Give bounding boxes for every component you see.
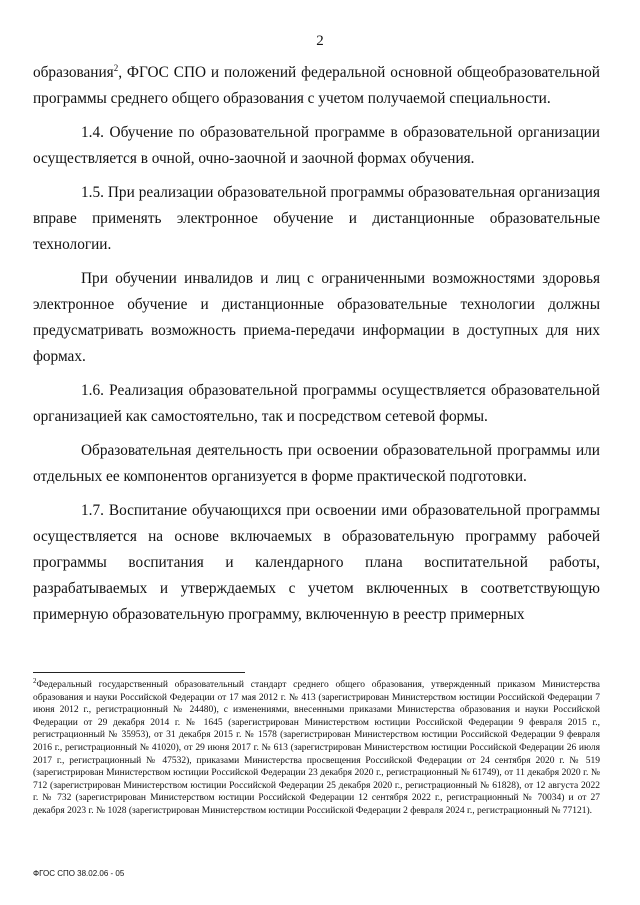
paragraph-1-6: 1.6. Реализация образовательной программы осуществляется образовательной организацией как самостоятельно, так и посредством сетевой формы.: [33, 382, 600, 425]
footnote-reference[interactable]: 2: [113, 62, 119, 73]
footnote-mark: 2: [33, 676, 37, 685]
footnote-separator: [33, 672, 245, 673]
page-footer: ФГОС СПО 38.02.06 - 05: [33, 869, 125, 878]
paragraph-text: , ФГОС СПО и положений федеральной основной общеобразовательной программы среднего общего образования с учетом получаемой специальности.: [33, 64, 600, 107]
paragraph-text: образования: [33, 64, 114, 81]
paragraph-1-7: 1.7. Воспитание обучающихся при освоении ими образовательной программы осуществляется на основе включаемых в образовательную программу рабочей программы воспитания и календарного плана воспитательной работы, разрабатываемых и утверждаемых с учетом включенных в соответствующую примерную образовательную программу, включенную в реестр примерных: [33, 502, 600, 623]
paragraph-1-4: 1.4. Обучение по образовательной программе в образовательной организации осуществляется в очной, очно-заочной и заочной формах обучения.: [33, 124, 600, 167]
footnote-text: Федеральный государственный образовательный стандарт среднего общего образования, утвержденный приказом Министерства образования и науки Российской Федерации от 17 мая 2012 г. № 413 (зарегистрирован Министерством юстиции Российской Федерации 7 июня 2012 г., регистрационный № 24480), с изменениями, внесенными приказами Министерства образования и науки Российской Федерации от 29 декабря 2014 г. № 1645 (зарегистрирован Министерством юстиции Российской Федерации 9 февраля 2015 г., регистрационный № 35953), от 31 декабря 2015 г. № 1578 (зарегистрирован Министерством юстиции Российской Федерации 9 февраля 2016 г., регистрационный № 41020), от 29 июня 2017 г. № 613 (зарегистрирован Министерством юстиции Российской Федерации 26 июля 2017 г., регистрационный № 47532), приказами Министерства просвещения Российской Федерации от 24 сентября 2020 г. № 519 (зарегистрирован Министерством юстиции Российской Федерации 23 декабря 2020 г., регистрационный № 61749), от 11 декабря 2020 г. № 712 (зарегистрирован Министерством юстиции Российской Федерации 25 декабря 2020 г., регистрационный № 61828), от 12 августа 2022 г. № 732 (зарегистрирован Министерством юстиции Российской Федерации 12 сентября 2022 г., регистрационный № 70034) и от 27 декабря 2023 г. № 1028 (зарегистрирован Министерством юстиции Российской Федерации 2 февраля 2024 г., регистрационный № 77121).: [33, 680, 600, 816]
paragraph-continuation: [33, 60, 600, 112]
page-number: 2: [316, 33, 324, 49]
footnote: [33, 676, 600, 818]
paragraph-practical-training: Образовательная деятельность при освоении образовательной программы или отдельных ее компонентов организуется в форме практической подготовки.: [33, 442, 600, 485]
body-text: [33, 60, 600, 636]
paragraph-disabled-learners: При обучении инвалидов и лиц с ограниченными возможностями здоровья электронное обучение и дистанционные образовательные технологии должны предусматривать возможность приема-передачи информации в доступных для них формах.: [33, 270, 600, 365]
paragraph-1-5: 1.5. При реализации образовательной программы образовательная организация вправе применять электронное обучение и дистанционные образовательные технологии.: [33, 184, 600, 253]
